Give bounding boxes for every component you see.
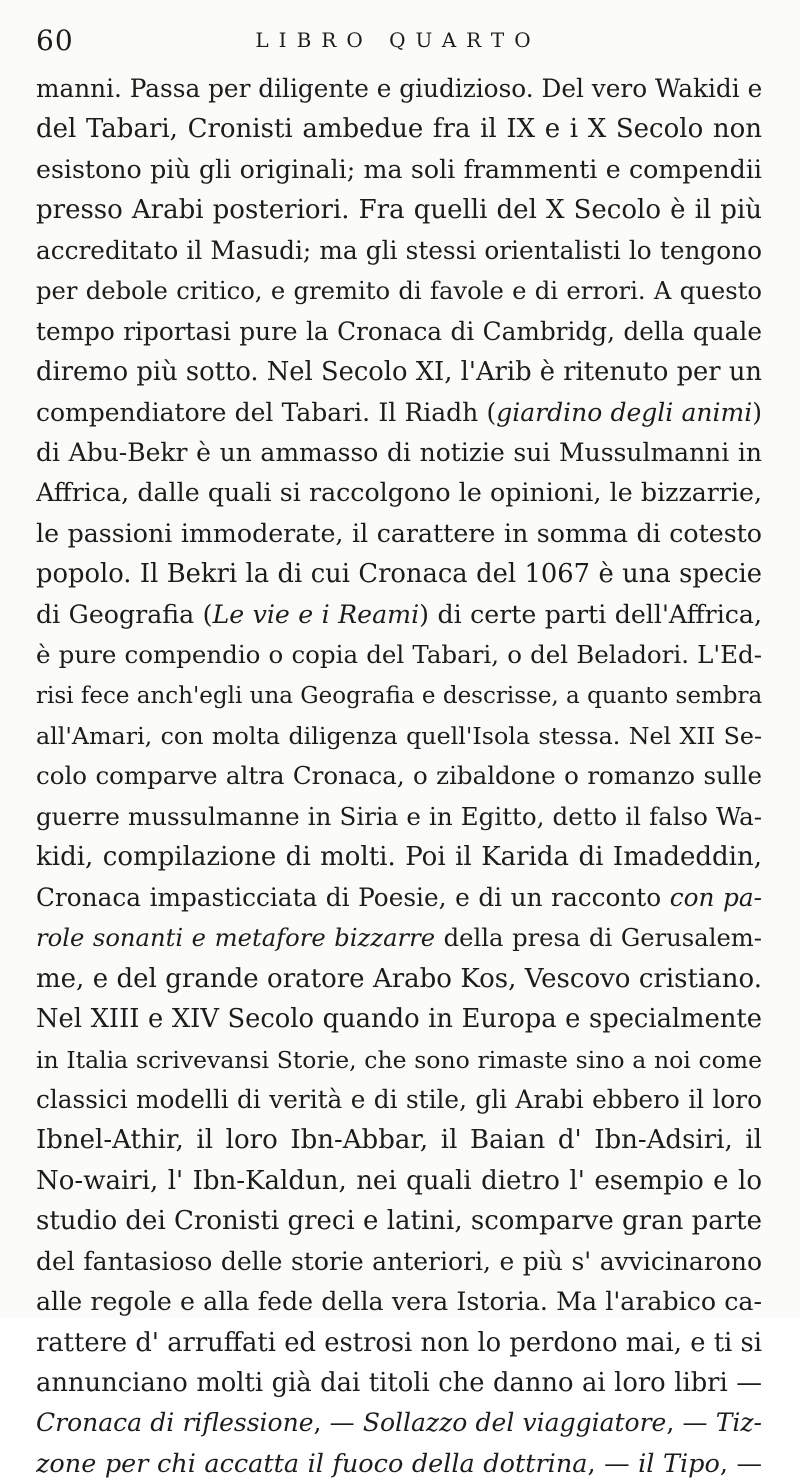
text-segment: le passioni immoderate, il carattere in somma di cotesto (36, 518, 762, 548)
text-segment: manni. Passa per diligente e giudizioso. Del vero Wakidi e (36, 74, 762, 103)
text-line (36, 1201, 762, 1241)
text-line (36, 1242, 762, 1282)
text-segment: Ibnel-Athir, il loro Ibn-Abbar, il Baian d' Ibn-Adsiri, il (36, 1125, 762, 1156)
page-header (36, 18, 760, 66)
italic-text-segment: Cronaca di riflessione (36, 1408, 314, 1438)
text-line (36, 150, 762, 190)
text-line (36, 595, 762, 635)
text-line (36, 231, 762, 271)
text-line (36, 999, 762, 1039)
text-segment: accreditato il Masudi; ma gli stessi orientalisti lo tengono (36, 235, 762, 265)
text-line (36, 676, 762, 716)
text-line (36, 716, 762, 756)
text-segment: annunciano molti già dai titoli che danno ai loro libri — (36, 1368, 762, 1398)
italic-text-segment: Le vie e i Reami (212, 599, 420, 629)
text-segment: tempo riportasi pure la Cronaca di Cambridg, della quale (36, 316, 762, 346)
text-segment: all'Amari, con molta diligenza quell'Isola stessa. Nel XII Se- (36, 722, 762, 750)
text-segment: diremo più sotto. Nel Secolo XI, l'Arib è ritenuto per un (36, 357, 762, 388)
text-line (36, 1323, 762, 1363)
text-line (36, 190, 762, 230)
text-segment: risi fece anch'egli una Geografia e descrisse, a quanto sembra (36, 682, 762, 709)
italic-text-segment: giardino degli animi (496, 397, 753, 427)
text-segment: Cronaca impasticciata di Poesie, e di un racconto (36, 882, 670, 912)
text-segment: , — (666, 1408, 716, 1438)
text-segment: è pure compendio o copia del Tabari, o del Beladori. L'Ed- (36, 640, 762, 670)
text-line (36, 797, 762, 837)
text-segment: studio dei Cronisti greci e latini, scomparve gran parte (36, 1206, 762, 1237)
text-segment: No-wairi, l' Ibn-Kaldun, nei quali dietro l' esempio e lo (36, 1165, 762, 1196)
text-segment: di Geografia ( (36, 599, 213, 629)
text-line (36, 109, 762, 149)
text-segment: ) di certe parti dell'Affrica, (419, 599, 762, 629)
text-segment: popolo. Il Bekri la di cui Cronaca del 1067 è una specie (36, 559, 762, 590)
text-line (36, 1282, 762, 1322)
text-line (36, 514, 762, 554)
text-line (36, 1040, 762, 1080)
text-line (36, 1120, 762, 1160)
text-segment: me, e del grande oratore Arabo Kos, Vescovo cristiano. (36, 963, 762, 994)
text-line (36, 473, 762, 513)
text-segment: kidi, compilazione di molti. Poi il Karida di Imadeddin, (36, 842, 762, 873)
text-segment: presso Arabi posteriori. Fra quelli del X Secolo è il più (36, 195, 762, 226)
text-segment: , — (719, 1448, 762, 1479)
italic-text-segment: role sonanti e metafore bizzarre (36, 923, 436, 953)
text-line (36, 1080, 762, 1120)
page-number: 60 (36, 24, 74, 57)
text-segment: compendiatore del Tabari. Il Riadh ( (36, 397, 497, 427)
text-segment: della presa di Gerusalem- (435, 923, 762, 953)
text-line (36, 393, 762, 433)
text-line (36, 554, 762, 594)
text-segment: del Tabari, Cronisti ambedue fra il IX e i X Secolo non (36, 114, 762, 145)
text-line (36, 1403, 762, 1443)
text-segment: guerre mussulmanne in Siria e in Egitto, detto il falso Wa- (36, 801, 762, 831)
page-body-text (36, 69, 762, 1484)
text-line (36, 959, 762, 999)
text-segment: in Italia scrivevansi Storie, che sono rimaste sino a noi come (36, 1045, 762, 1074)
text-line (36, 1363, 762, 1403)
text-line (36, 1444, 762, 1484)
italic-text-segment: zone per chi accatta il fuoco della dottrina (36, 1448, 588, 1479)
text-segment: per debole critico, e gremito di favole e di errori. A questo (36, 276, 762, 306)
text-segment: alle regole e alla fede della vera Istoria. Ma l'arabico ca- (36, 1287, 762, 1317)
text-segment: , — (587, 1448, 639, 1479)
text-segment: rattere d' arruffati ed estrosi non lo perdono mai, e ti si (36, 1327, 762, 1358)
text-segment: di Abu-Bekr è un ammasso di notizie sui Mussulmanni in (36, 437, 762, 467)
text-segment: Nel XIII e XIV Secolo quando in Europa e specialmente (36, 1004, 762, 1035)
text-segment: , — (313, 1408, 363, 1438)
text-line (36, 878, 762, 918)
text-line (36, 837, 762, 877)
italic-text-segment: Sollazzo del viaggiatore (362, 1408, 667, 1438)
text-line (36, 756, 762, 796)
italic-text-segment: il Tipo (638, 1448, 720, 1479)
text-segment: classici modelli di verità e di stile, gli Arabi ebbero il loro (36, 1084, 762, 1114)
text-line (36, 312, 762, 352)
running-head: LIBRO QUARTO (255, 28, 541, 52)
text-line (36, 1161, 762, 1201)
text-segment: ) (752, 397, 762, 427)
text-line (36, 433, 762, 473)
text-line (36, 918, 762, 958)
italic-text-segment: Tiz- (715, 1408, 762, 1438)
text-line (36, 635, 762, 675)
text-line (36, 352, 762, 392)
text-line (36, 69, 762, 109)
text-segment: del fantasioso delle storie anteriori, e più s' avvicinarono (36, 1246, 762, 1276)
italic-text-segment: con pa- (669, 882, 762, 912)
text-segment: Affrica, dalle quali si raccolgono le opinioni, le bizzarrie, (36, 478, 762, 508)
text-segment: colo comparve altra Cronaca, o zibaldone o romanzo sulle (36, 761, 762, 791)
text-segment: esistono più gli originali; ma soli frammenti e compendii (36, 154, 762, 184)
text-line (36, 271, 762, 311)
